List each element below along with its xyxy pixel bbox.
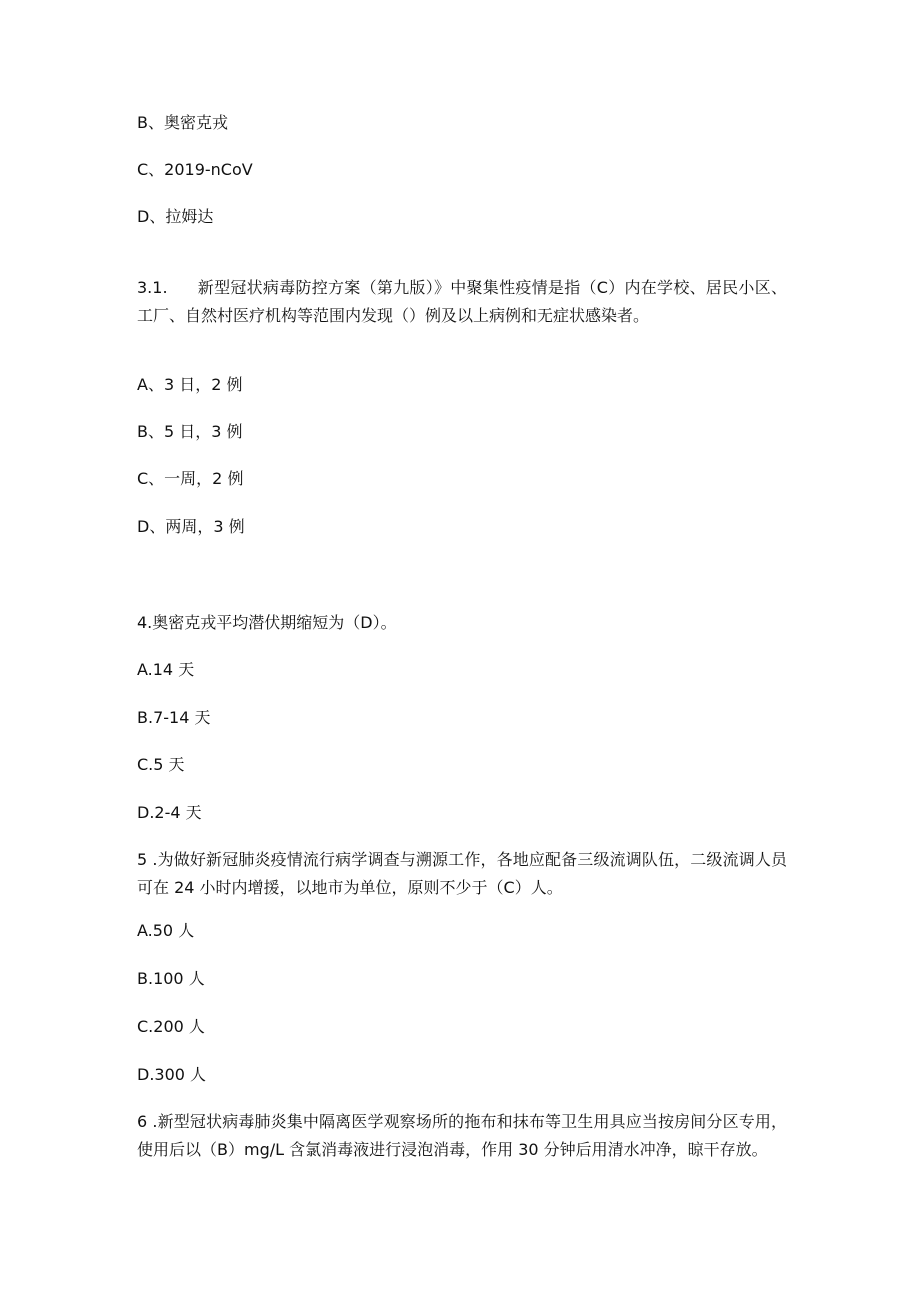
q3-number: 3.1. — [137, 278, 168, 297]
q5-question: 5 .为做好新冠肺炎疫情流行病学调查与溯源工作，各地应配备三级流调队伍，二级流调人员可在 24 小时内增援，以地市为单位，原则不少于（C）人。 — [137, 850, 787, 897]
q3-text: 新型冠状病毒防控方案（第九版）》中聚集性疫情是指（C）内在学校、居民小区、工厂、自然村医疗机构等范围内发现（）例及以上病例和无症状感染者。 — [137, 278, 787, 325]
q3-option-a: A、3 日，2 例 — [137, 375, 243, 394]
q4-option-d: D.2-4 天 — [137, 803, 202, 822]
q4-option-c: C.5 天 — [137, 755, 185, 774]
q3-option-c: C、一周，2 例 — [137, 469, 244, 488]
q2-option-d: D、拉姆达 — [137, 207, 214, 226]
q6-question: 6 .新型冠状病毒肺炎集中隔离医学观察场所的拖布和抹布等卫生用具应当按房间分区专用，使用后以（B）mg/L 含氯消毒液进行浸泡消毒，作用 30 分钟后用清水冲净，晾干存放。 — [137, 1112, 787, 1159]
q4-option-b: B.7-14 天 — [137, 708, 211, 727]
q3-option-b: B、5 日，3 例 — [137, 422, 243, 441]
q4-question: 4.奥密克戎平均潜伏期缩短为（D）。 — [137, 613, 397, 632]
q5-option-d: D.300 人 — [137, 1065, 207, 1084]
q2-option-c: C、2019-nCoV — [137, 160, 253, 179]
q4-option-a: A.14 天 — [137, 660, 195, 679]
q5-option-a: A.50 人 — [137, 921, 195, 940]
q3-option-d: D、两周，3 例 — [137, 517, 245, 536]
q3-question — [137, 274, 787, 330]
q2-option-b: B、奥密克戎 — [137, 113, 228, 132]
q5-option-c: C.200 人 — [137, 1017, 205, 1036]
q5-option-b: B.100 人 — [137, 969, 205, 988]
